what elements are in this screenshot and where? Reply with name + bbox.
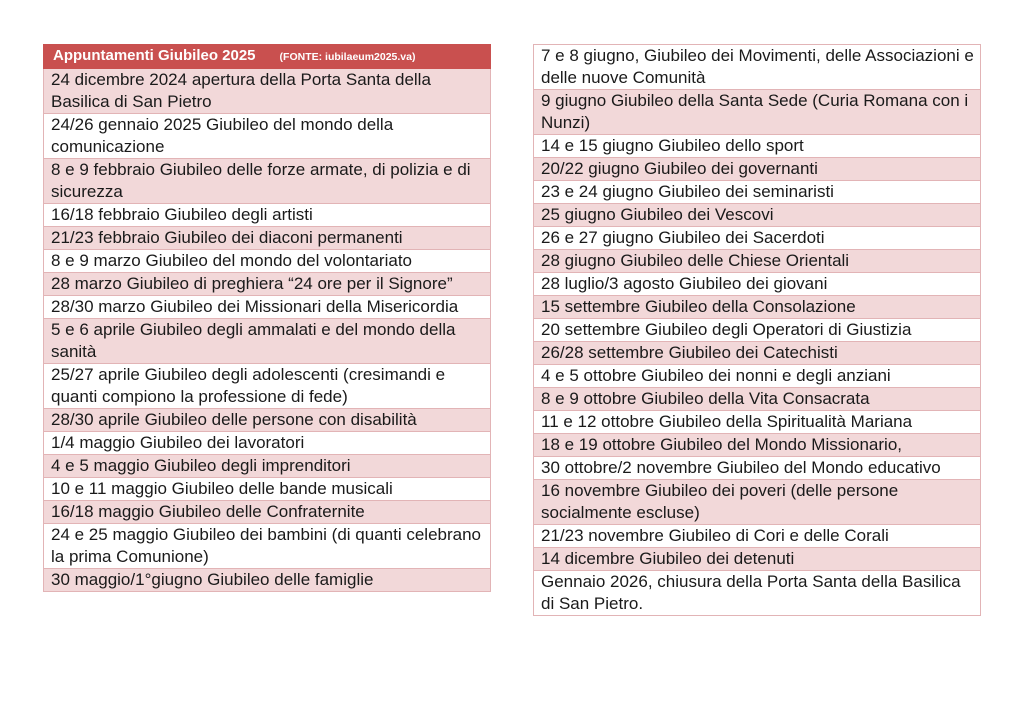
table-row [44,159,491,204]
jubilee-schedule-right-table [533,44,981,616]
table-row [534,411,981,434]
event-cell: Gennaio 2026, chiusura della Porta Santa della Basilica di San Pietro. [534,571,981,616]
table-row [534,480,981,525]
table-row [534,525,981,548]
event-cell: 15 settembre Giubileo della Consolazione [534,296,981,319]
event-cell: 30 maggio/1°giugno Giubileo delle famiglie [44,569,491,592]
event-cell: 21/23 febbraio Giubileo dei diaconi permanenti [44,227,491,250]
table-row [534,90,981,135]
event-cell: 26/28 settembre Giubileo dei Catechisti [534,342,981,365]
event-cell: 28/30 marzo Giubileo dei Missionari della Misericordia [44,296,491,319]
table-title: Appuntamenti Giubileo 2025 [53,47,256,64]
table-row [44,501,491,524]
table-row [534,457,981,480]
event-cell: 24 e 25 maggio Giubileo dei bambini (di quanti celebrano la prima Comunione) [44,524,491,569]
table-row [44,478,491,501]
event-cell: 14 e 15 giugno Giubileo dello sport [534,135,981,158]
table-row [44,296,491,319]
event-cell: 16/18 maggio Giubileo delle Confraternite [44,501,491,524]
event-cell: 8 e 9 ottobre Giubileo della Vita Consacrata [534,388,981,411]
table-row [534,365,981,388]
table-row [534,548,981,571]
event-cell: 7 e 8 giugno, Giubileo dei Movimenti, delle Associazioni e delle nuove Comunità [534,45,981,90]
event-cell: 25 giugno Giubileo dei Vescovi [534,204,981,227]
table-row [534,204,981,227]
table-row [44,432,491,455]
event-cell: 23 e 24 giugno Giubileo dei seminaristi [534,181,981,204]
event-cell: 25/27 aprile Giubileo degli adolescenti (cresimandi e quanti compiono la professione di fede) [44,364,491,409]
event-cell: 30 ottobre/2 novembre Giubileo del Mondo educativo [534,457,981,480]
event-cell: 28 marzo Giubileo di preghiera “24 ore per il Signore” [44,273,491,296]
event-cell: 9 giugno Giubileo della Santa Sede (Curia Romana con i Nunzi) [534,90,981,135]
event-cell: 28/30 aprile Giubileo delle persone con disabilità [44,409,491,432]
event-cell: 14 dicembre Giubileo dei detenuti [534,548,981,571]
event-cell: 8 e 9 febbraio Giubileo delle forze armate, di polizia e di sicurezza [44,159,491,204]
table-row [44,114,491,159]
table-row [534,181,981,204]
table-row [534,434,981,457]
table-row [534,273,981,296]
table-row [44,569,491,592]
table-row [534,227,981,250]
table-row [44,319,491,364]
event-cell: 16/18 febbraio Giubileo degli artisti [44,204,491,227]
event-cell: 24 dicembre 2024 apertura della Porta Santa della Basilica di San Pietro [44,69,491,114]
event-cell: 11 e 12 ottobre Giubileo della Spiritualità Mariana [534,411,981,434]
event-cell: 4 e 5 maggio Giubileo degli imprenditori [44,455,491,478]
table-header-row [44,45,491,69]
event-cell: 8 e 9 marzo Giubileo del mondo del volontariato [44,250,491,273]
table-row [44,409,491,432]
table-row [44,204,491,227]
table-row [534,342,981,365]
source-note: (FONTE: iubilaeum2025.va) [279,51,416,63]
table-row [44,364,491,409]
event-cell: 4 e 5 ottobre Giubileo dei nonni e degli anziani [534,365,981,388]
table-row [44,227,491,250]
table-row [44,250,491,273]
event-cell: 26 e 27 giugno Giubileo dei Sacerdoti [534,227,981,250]
event-cell: 5 e 6 aprile Giubileo degli ammalati e del mondo della sanità [44,319,491,364]
event-cell: 16 novembre Giubileo dei poveri (delle persone socialmente escluse) [534,480,981,525]
event-cell: 28 giugno Giubileo delle Chiese Orientali [534,250,981,273]
event-cell: 24/26 gennaio 2025 Giubileo del mondo della comunicazione [44,114,491,159]
table-row [44,524,491,569]
event-cell: 28 luglio/3 agosto Giubileo dei giovani [534,273,981,296]
table-row [44,273,491,296]
event-cell: 21/23 novembre Giubileo di Cori e delle Corali [534,525,981,548]
event-cell: 18 e 19 ottobre Giubileo del Mondo Missionario, [534,434,981,457]
table-title-cell [44,45,491,69]
event-cell: 20/22 giugno Giubileo dei governanti [534,158,981,181]
event-cell: 10 e 11 maggio Giubileo delle bande musicali [44,478,491,501]
event-cell: 1/4 maggio Giubileo dei lavoratori [44,432,491,455]
table-row [534,296,981,319]
table-row [534,250,981,273]
table-row [534,319,981,342]
jubilee-schedule-left-table [43,44,491,592]
table-row [534,135,981,158]
table-row [534,571,981,616]
table-row [44,455,491,478]
table-row [534,45,981,90]
event-cell: 20 settembre Giubileo degli Operatori di Giustizia [534,319,981,342]
table-row [44,69,491,114]
table-row [534,158,981,181]
table-row [534,388,981,411]
